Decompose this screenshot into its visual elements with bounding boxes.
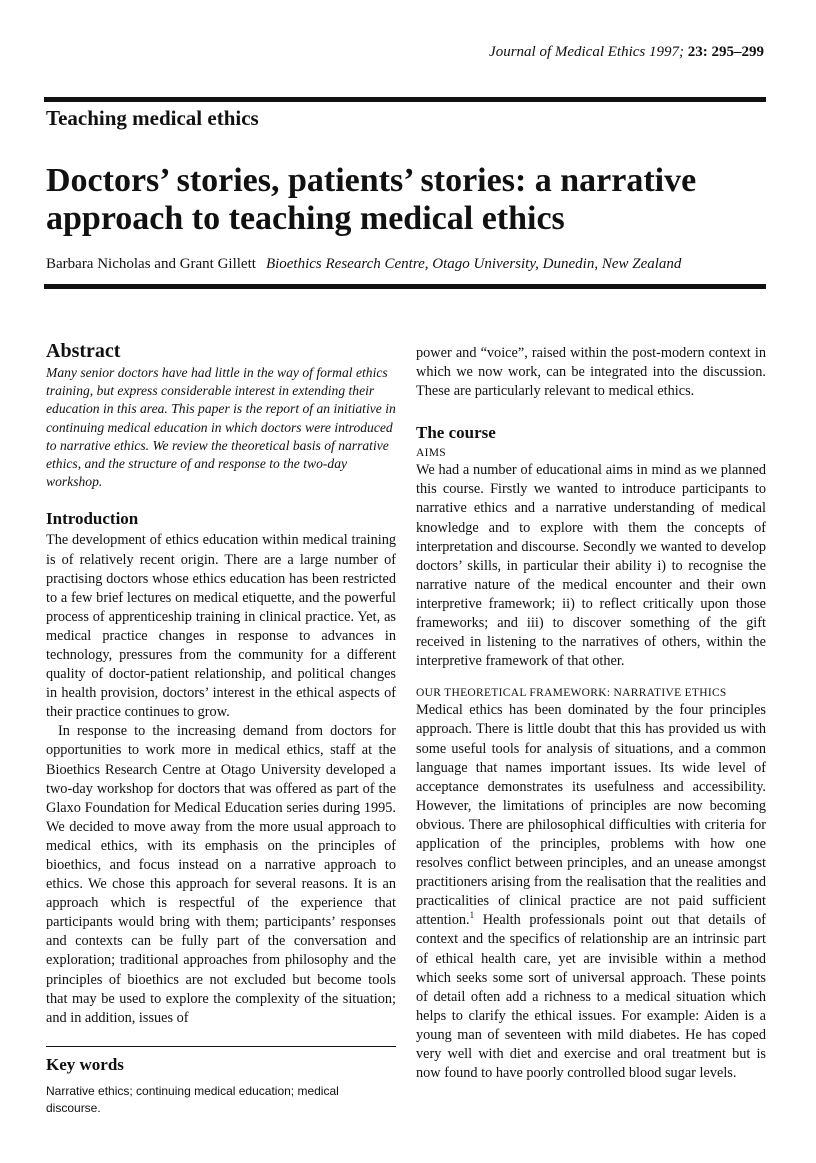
footnote-ref[interactable]: 1 [469,910,475,921]
course-heading: The course [416,423,496,443]
keywords-text: Narrative ethics; continuing medical education; medical discourse. [46,1083,339,1115]
section-heading: Teaching medical ethics [46,106,259,130]
right-column [416,344,766,1083]
left-column [46,340,396,1117]
top-rule [44,97,766,102]
framework-label: OUR THEORETICAL FRAMEWORK: NARRATIVE ETHICS [416,687,727,700]
introduction-paragraph-2: In response to the increasing demand from doctors for opportunities to work more in medical ethics, staff at the Bioethics Research Centre at Otago University developed a two-day workshop for doctors that was offered as part of the Glaxo Foundation for Medical Education series during 1995. We decided to move away from the more usual approach to medical ethics, with its emphasis on the principles of bioethics, and focus instead on a narrative approach to ethics. We chose this approach for several reasons. It is an approach which is respectful of the experience that participants would bring with them; participants’ responses and contexts can be fully part of the conversation and exploration; traditional approaches from philosophy and the principles of bioethics are not excluded but become tools that may be used to explore the complexity of the situation; and in addition, issues of [46,723,396,1026]
framework-text-b: Health professionals point out that details of context and the specifics of relationship are an intrinsic part of ethical health care, yet are invisible within a method which seeks some sort of universal approach. These points of detail often add a richness to a medical situation which helps to clarify the ethical issues. For example: Aiden is a young man of seventeen with mild diabetes. He has coped very well with diet and exercise and oral treatment but is now found to have poorly controlled blood sugar levels. [416,912,766,1082]
journal-citation [489,44,764,61]
authors: Barbara Nicholas and Grant Gillett [46,256,256,272]
aims-label: AIMS [416,447,446,460]
header-bottom-rule [44,284,766,289]
introduction-heading: Introduction [46,509,139,529]
framework-text-a: Medical ethics has been dominated by the four principles approach. There is little doubt that this has provided us with some useful tools for analysis of situations, and a common language that names important issues. Its wide level of acceptance demonstrates its usefulness and accessibility. However, the limitations of principles are now becoming obvious. There are philosophical difficulties with criteria for application of the principles, problems with how one resolves conflict between principles, and an unease amongst practitioners arising from the realisation that the realities and practicalities of clinical practice are not paid sufficient attention. [416,702,766,929]
aims-paragraph: We had a number of educational aims in mind as we planned this course. Firstly we wanted to introduce participants to narrative ethics and a narrative understanding of medical knowledge and to explore with them the concepts of interpretation and discourse. Secondly we wanted to develop doctors’ skills, in particular their ability i) to recognise the narrative nature of the medical encounter and their own interpretive framework; ii) to reflect critically upon those frameworks; and iii) to discover something of the gift received in listening to the narratives of others, within the interpretive framework of that other. [416,462,766,670]
framework-paragraph [416,701,766,1083]
keywords-rule [46,1046,396,1047]
introduction-paragraph-3: power and “voice”, raised within the post-modern context in which we now work, can be integrated into the discussion. These are particularly relevant to medical ethics. [416,345,766,400]
title-line-1: Doctors’ stories, patients’ stories: a narrative [46,162,697,199]
keywords-heading: Key words [46,1054,124,1074]
journal-name: Journal of Medical Ethics 1997; [489,44,684,60]
abstract-text: Many senior doctors have had little in the way of formal ethics training, but express considerable interest in extending their education in this area. This paper is the report of an initiative in continuing medical education in which doctors were introduced to narrative ethics. We review the theoretical basis of narrative ethics, and the structure of and response to the two-day workshop. [46,365,396,490]
article-title [46,162,786,238]
author-line [46,256,681,273]
introduction-paragraph-1: The development of ethics education within medical training is of relatively recent origin. There are a large number of practising doctors whose ethics education has been restricted to a few brief lectures on medical etiquette, and the powerful process of apprenticeship training in clinical practice. Yet, as medical practice changes in response to advances in technology, pressures from the community for a different quality of doctor-patient relationship, and political changes in health provision, doctors’ interest in the ethical aspects of their practice continues to grow. [46,532,396,721]
volume-pages: 23: 295–299 [687,44,764,60]
title-line-2: approach to teaching medical ethics [46,200,565,237]
abstract-heading: Abstract [46,340,121,362]
affiliation: Bioethics Research Centre, Otago University, Dunedin, New Zealand [265,256,682,272]
